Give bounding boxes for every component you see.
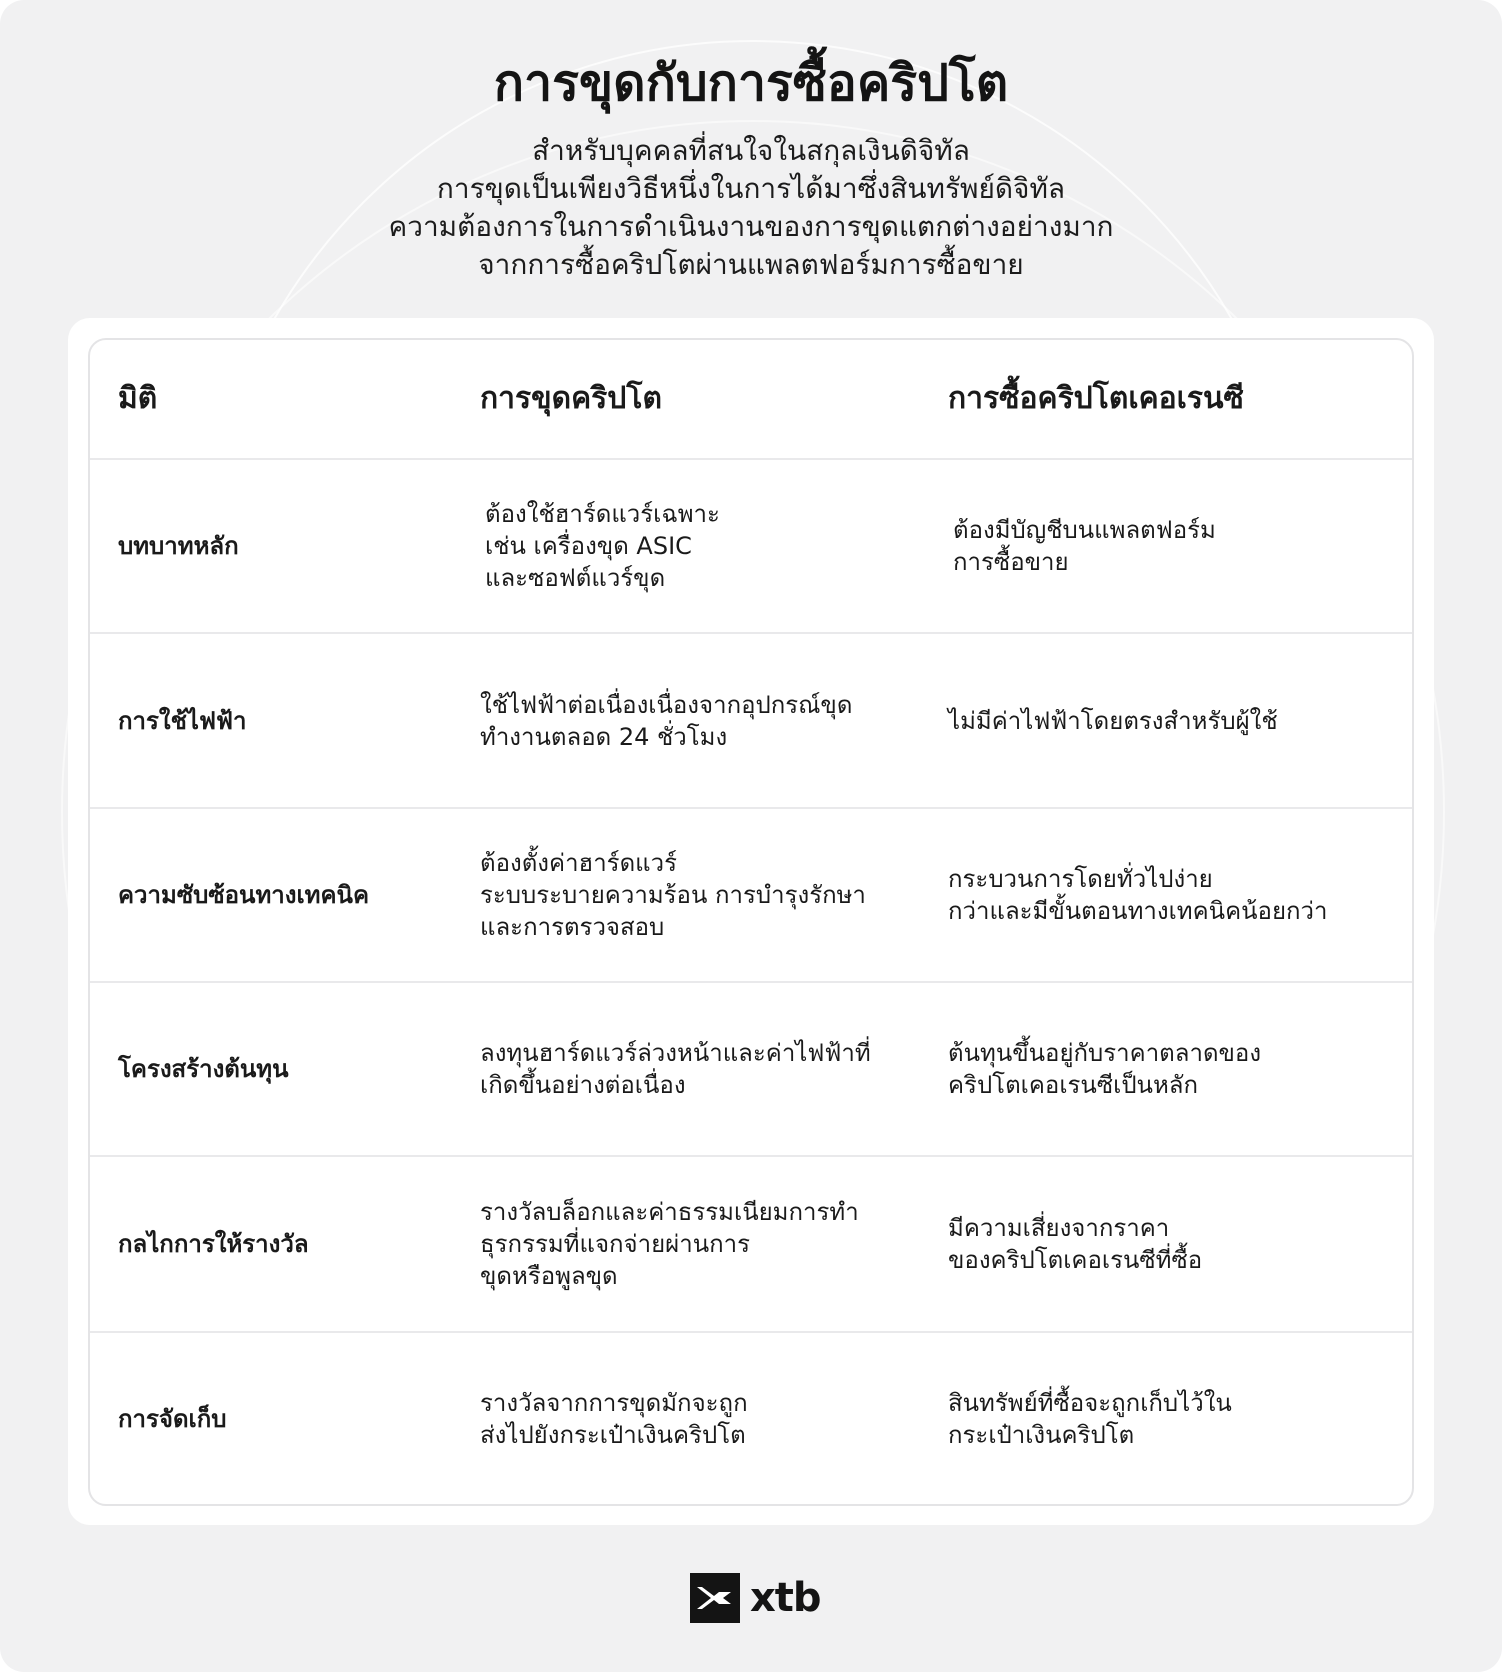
row-mining: [480, 1037, 948, 1101]
row-dimension: การใช้ไฟฟ้า: [118, 706, 247, 735]
comparison-card: [68, 318, 1434, 1525]
header-buying: การซื้อคริปโตเคอเรนซี: [948, 381, 1244, 416]
cell-line: คริปโตเคอเรนซีเป็นหลัก: [948, 1071, 1199, 1099]
cell-line: ของคริปโตเคอเรนซีที่ซื้อ: [948, 1246, 1203, 1274]
cell-line: ต้องมีบัญชีบนแพลตฟอร์ม: [953, 516, 1216, 544]
subtitle-line: จากการซื้อคริปโตผ่านแพลตฟอร์มการซื้อขาย: [478, 248, 1024, 281]
cell-line: สินทรัพย์ที่ซื้อจะถูกเก็บไว้ใน: [948, 1388, 1232, 1417]
row-mining: [480, 689, 948, 753]
row-dimension: กลไกการให้รางวัล: [118, 1230, 309, 1258]
comparison-table: [88, 338, 1414, 1506]
page-subtitle: [0, 132, 1502, 284]
row-mining: [480, 498, 948, 594]
table-row: [90, 1333, 1412, 1504]
table-row: [90, 983, 1412, 1157]
row-buying: [948, 1387, 1412, 1451]
cell-line: ไม่มีค่าไฟฟ้าโดยตรงสำหรับผู้ใช้: [948, 706, 1278, 735]
header-dimension: มิติ: [118, 381, 158, 416]
cell-line: กระเป๋าเงินคริปโต: [948, 1420, 1135, 1449]
cell-line: ธุรกรรมที่แจกจ่ายผ่านการ: [480, 1230, 750, 1258]
row-mining: [480, 847, 948, 943]
cell-line: การซื้อขาย: [953, 548, 1069, 576]
cell-line: กว่าและมีขั้นตอนทางเทคนิคน้อยกว่า: [948, 897, 1328, 925]
table-row: [90, 809, 1412, 983]
cell-line: ระบบระบายความร้อน การบำรุงรักษา: [480, 881, 866, 909]
table-row: [90, 460, 1412, 634]
xtb-logo: [690, 1572, 821, 1624]
cell-line: ส่งไปยังกระเป๋าเงินคริปโต: [480, 1420, 746, 1449]
cell-line: ต้องใช้ฮาร์ดแวร์เฉพาะ: [485, 500, 720, 528]
cell-line: กระบวนการโดยทั่วไปง่าย: [948, 865, 1213, 893]
cell-line: ขุดหรือพูลขุด: [480, 1262, 618, 1290]
row-buying: [948, 1037, 1412, 1101]
header: [0, 48, 1502, 284]
subtitle-line: ความต้องการในการดำเนินงานของการขุดแตกต่างอย่างมาก: [388, 210, 1114, 243]
cell-line: ลงทุนฮาร์ดแวร์ล่วงหน้าและค่าไฟฟ้าที่: [480, 1039, 871, 1067]
subtitle-line: สำหรับบุคคลที่สนใจในสกุลเงินดิจิทัล: [532, 134, 970, 167]
table-header-row: [90, 340, 1412, 460]
row-dimension: ความซับซ้อนทางเทคนิค: [118, 881, 370, 909]
row-buying: [948, 863, 1412, 927]
cell-line: เช่น เครื่องขุด ASIC: [485, 532, 692, 560]
row-mining: [480, 1387, 948, 1451]
cell-line: มีความเสี่ยงจากราคา: [948, 1214, 1170, 1242]
row-buying: [948, 705, 1412, 737]
cell-line: รางวัลจากการขุดมักจะถูก: [480, 1388, 748, 1417]
page-title: การขุดกับการซื้อคริปโต: [493, 54, 1009, 112]
table-row: [90, 634, 1412, 809]
row-mining: [480, 1196, 948, 1292]
row-buying: [948, 514, 1412, 578]
table-row: [90, 1157, 1412, 1333]
cell-line: ต้องตั้งค่าฮาร์ดแวร์: [480, 849, 677, 877]
header-mining: การขุดคริปโต: [480, 381, 662, 416]
row-dimension: การจัดเก็บ: [118, 1404, 227, 1433]
cell-line: และการตรวจสอบ: [480, 913, 665, 941]
subtitle-line: การขุดเป็นเพียงวิธีหนึ่งในการได้มาซึ่งสินทรัพย์ดิจิทัล: [436, 172, 1066, 205]
xtb-logo-text: xtb: [750, 1575, 821, 1621]
cell-line: ใช้ไฟฟ้าต่อเนื่องเนื่องจากอุปกรณ์ขุด: [480, 690, 853, 719]
cell-line: เกิดขึ้นอย่างต่อเนื่อง: [480, 1071, 686, 1099]
cell-line: และซอฟต์แวร์ขุด: [485, 564, 666, 592]
row-dimension: บทบาทหลัก: [118, 532, 239, 560]
cell-line: ต้นทุนขึ้นอยู่กับราคาตลาดของ: [948, 1039, 1262, 1067]
row-buying: [948, 1212, 1412, 1276]
cell-line: รางวัลบล็อกและค่าธรรมเนียมการทำ: [480, 1198, 859, 1226]
cell-line: ทำงานตลอด 24 ชั่วโมง: [480, 722, 728, 751]
row-dimension: โครงสร้างต้นทุน: [118, 1055, 289, 1083]
xtb-logo-icon: [690, 1573, 740, 1623]
